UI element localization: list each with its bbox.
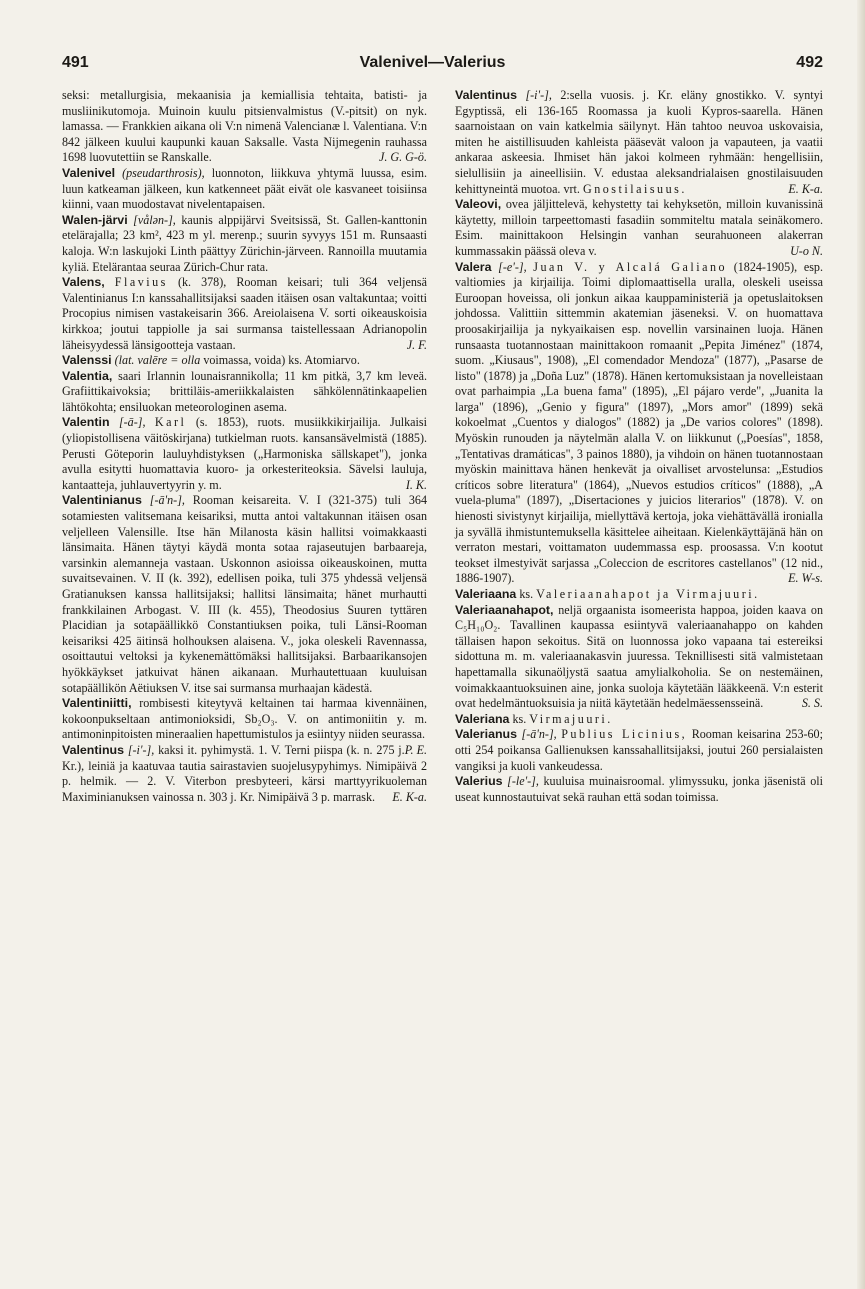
article-entry: [62, 213, 427, 275]
entry-text: (s. 1853), ruots. musiikkikirjailija. Julkaisi (yliopistollisena väitöskirjana) tutkielman ruots. kansansävelmistä (1885). Perusti Göteporin lauluyhdistyksen („Harmoniska sällskapet"), jonka avulla esitytti huomattavia kuoro- ja orkesteriteoksia. Sävelsi lauluja, kantaatteja, juhlauvertyyrin y. m.: [62, 415, 427, 492]
entry-signature: J. F.: [406, 337, 427, 352]
entry-text: ovea jäljittelevä, kehystetty tai kehyksetön, milloin kuvanissinä käytetty, milloin tarpeettomasti fasadiin sommiteltu matala seinäkomero. Esim. mainittakoon Helsingin vanhan seurahuoneen alakerran kummassakin päässä oleva v.: [455, 197, 823, 258]
entry-pronunciation: [-ā'n-],: [149, 493, 185, 508]
entry-headword: Valeriaana: [455, 587, 517, 601]
entry-pronunciation: [-le'-],: [507, 774, 539, 789]
entry-pronunciation: [vålən-],: [133, 212, 176, 227]
entry-name-spaced: Flavius: [114, 275, 168, 290]
article-entry: [62, 353, 427, 369]
entry-headword: Valeovi,: [455, 197, 502, 212]
entry-headword: Valentinus: [62, 742, 124, 757]
entry-pronunciation: (pseudarthrosis),: [122, 165, 205, 180]
article-entry: [62, 493, 427, 696]
entry-headword: Valerianus: [455, 727, 517, 742]
entry-text: 2:sella vuosis. j. Kr. eläny gnostikko. V. syntyi Egyptissä, eli 136-165 Roomassa ja kuoli Kypros-saarella. Hänen saarnoistaan on vain katkelmia säilynyt. Hän tahtoo neuvoa uskovaisia, miten he aistillisuuden kahleista pääsevät valoon ja vapauteen, ja vaatii ankaraa askeesia. Ihmiset hän jakoi kolmeen ryhmään: hengellisiin, sielullisiin ja aineellisiin. V. edustaa aleksandrialaisen gnostilaisuuden kehittyneintä muotoa. vrt.: [455, 88, 824, 196]
entry-headword: Valens,: [62, 275, 105, 290]
entry-name-spaced: Karl: [154, 415, 187, 430]
entry-headword: Valentinus: [455, 88, 517, 102]
page-number-right: 492: [796, 54, 823, 71]
article-entry: [62, 743, 427, 805]
page-header: [0, 50, 865, 78]
entry-signature: P. E.: [404, 742, 427, 757]
entry-pronunciation: [-ā'n-],: [521, 727, 557, 742]
article-entry: [455, 88, 823, 197]
entry-text: neljä orgaanista isomeerista happoa, joiden kaava on C₅H₁₀O₂. Tavallinen kaupassa esiintyvä valeriaanahappo on kahden tällaisen hapon sekoitus. Sitä on luonnossa joko vapaana tai estereiksi sidottuna m. m. valeriaanakasvin juuressa. Teknillisesti sitä valmistetaan hapettamalla sikunaöljystä saatua amylialkoholia. Se on nestemäinen, voimakkaantuoksuinen aine, jonka suoloja käytetään lääkkeenä. V:n esterit ovat hedelmäntuoksuisia ja niitä käytetään hedelmäessensseinä.: [455, 602, 823, 711]
entry-headword: Valeriaanahapot,: [455, 602, 554, 617]
entry-text: (k. 378), Rooman keisari; tuli 364 veljensä Valentinianus I:n kanssahallitsijaksi saaden itäisen osan valtakuntaa; voitti Procopius nimisen vastakeisarin 366. Areiolaisena V. sorti oikeauskoisia kirkkoa; joutui tappiolle ja sai surmansa taistellessaan Adrianopolin läheisyydessä länsigootteja vastaan.: [62, 275, 427, 352]
article-entry: [62, 369, 427, 416]
entry-headword: Valentin: [62, 415, 110, 430]
entry-headword: Valentinianus: [62, 493, 142, 508]
article-entry: [455, 587, 823, 603]
entry-text: rombisesti kiteytyvä keltainen tai harmaa kivennäinen, kokoonpukseltaan antimonioksidi, Sb₂O₃. V. on antimoniitin y. m. antimoninpitoisten mineraalien hapettumistulos ja esiintyy niiden seurassa.: [62, 696, 427, 742]
entry-headword: Valera: [455, 259, 492, 274]
entry-cross-reference: Virmajuuri.: [529, 711, 613, 726]
entry-headword: Valeriana: [455, 711, 510, 726]
entry-cross-reference: Gnostilaisuus.: [582, 181, 687, 196]
article-entry: [62, 415, 427, 493]
entry-text: ks.: [512, 711, 527, 726]
entry-cross-reference: Valeriaanahapot ja Virmajuuri.: [536, 587, 760, 601]
entry-pronunciation: [-e'-],: [498, 259, 527, 274]
article-entry: [62, 166, 427, 213]
entry-headword: Valentia,: [62, 368, 113, 383]
entry-text: Rooman keisareita. V. I (321-375) tuli 364 sotamiesten valitsemana keisariksi, mutta antoi valtakunnan itäisen osan veljelleen Valensille. Itse hän Milanosta käsin hallitsi voimakkaasti länsimaita. Hänen täytyi käydä monta sotaa rajaseutujen barbaareja, varsinkin alemanneja vastaan. Uskonnon asioissa oikeauskoinen, mutta suvaitsevainen. V. II (k. 392), edellisen poika, tuli 375 yhdessä veljensä Gratianuksen kanssa hallitsijaksi; hallitsi länsimaita; hänet murhautti frankkilainen Arbogast. V. III (k. 455), Theodosius Suuren tyttären Placidian ja sotapäällikkö Constantiuksen poika, tuli Länsi-Rooman keisariksi 425 äitinsä holhouksen alaisena. V., joka oleskeli Ravennassa, osoittautui veltoksi ja kykenemättömäksi hallitsijaksi. Barbaarikansojen hyökkäykset jatkuivat hänen aikanaan. Murhautettuaan kuuluisan sotapäällikön Aëtiuksen V. itse sai surmansa murhaajan kädestä.: [62, 493, 427, 695]
entry-headword: Valenivel: [62, 165, 116, 180]
article-entry: [455, 774, 823, 805]
entry-signature: E. W-s.: [788, 571, 823, 586]
entry-signature: S. S.: [801, 696, 823, 711]
entry-text: kaunis alppijärvi Sveitsissä, St. Gallen-kanttonin etelärajalla; 23 km², 423 m yl. merenp.; suurin syvyys 151 m. Runsaasti kaloja. W:n laskujoki Linth päättyy Zürichin-järveen. Rannoilla muutamia kyliä. Etelärantaa seuraa Zürich-Chur rata.: [62, 212, 427, 274]
entry-signature: E. K-a.: [788, 181, 823, 196]
entry-text: saari Irlannin lounaisrannikolla; 11 km pitkä, 3,7 km leveä. Grafiittikaivoksia; brittiläis-ameriikkalaisten sähkölennätinkaapelien lähtökohta; ensiluokan meteorologinen asema.: [62, 368, 427, 414]
entry-text: kaksi it. pyhimystä. 1. V. Terni piispa (k. n. 275 j. Kr.), leiniä ja kaatuvaa tautia sairastavien suojelusypyhimys. Nimipäivä 2 p. helmik. — 2. V. Viterbon presbyteeri, kärsi marttyyrikuoleman Maximinianuksen vainossa n. 303 j. Kr. Nimipäivä 3 p. marrask.: [62, 742, 427, 804]
entry-headword: Valerius: [455, 774, 503, 789]
entry-headword: Valenssi: [62, 353, 112, 368]
entry-name-spaced: Juan V. y Alcalá Galiano: [533, 259, 728, 274]
page-number-left: 491: [62, 54, 89, 71]
entry-text: kuuluisa muinaisroomal. ylimyssuku, jonka jäsenistä oli useat kunnostautuivat sekä rauhan että sodan toimissa.: [455, 774, 823, 804]
entry-headword: Walen-järvi: [62, 212, 128, 227]
entry-signature: J. G. G-ö.: [378, 150, 427, 165]
article-entry: [62, 275, 427, 353]
article-entry: [62, 88, 427, 166]
article-entry: [455, 712, 823, 728]
article-entry: [455, 727, 823, 774]
page-edge-shadow: [857, 0, 865, 1289]
article-entry: [455, 197, 823, 259]
left-column: [62, 88, 427, 805]
entry-signature: I. K.: [405, 477, 427, 492]
entry-headword: Valentiniitti,: [62, 696, 132, 711]
entry-text: ks.: [519, 587, 534, 601]
running-title: Valenivel—Valerius: [359, 54, 506, 71]
entry-signature: U-o N.: [790, 243, 823, 258]
entry-name-spaced: Publius Licinius,: [561, 727, 688, 742]
article-entry: [455, 603, 823, 712]
entry-pronunciation: [-ā-],: [118, 415, 146, 430]
article-entry: [455, 260, 823, 587]
entry-text: luonnoton, liikkuva yhtymä luussa, esim. luun katkeaman jälkeen, kun katkenneet päät eivät ole kasvaneet toisiinsa kiinni, vaan muodostavat nivelentapaisen.: [62, 165, 428, 212]
entry-signature: E. K-a.: [392, 789, 427, 804]
entry-text: Rooman keisarina 253-60; otti 254 poikansa Gallienuksen kanssahallitsijaksi, joutui 260 persialaisten vangiksi ja kuoli vankeudessa.: [455, 727, 823, 773]
entry-pronunciation: (lat. valēre = olla: [114, 353, 201, 368]
entry-text: (1824-1905), esp. valtiomies ja kirjailija. Toimi diplomaattisella uralla, oleskeli useissa Euroopan hoveissa, oli jonkun aikaa kauppaministeriä ja opetuslaitoksen johdossa. Valittiin sittemmin akatemian jäseneksi. V. on huomattava proosakirjailija ja nykyaikaisen esp. novellin varsinainen luoja. Hänen runsaasta tuotannostaan mainittakoon romaanit „Pepita Jiménez" (1874, suom. „Kiusaus", 1908), „El comendador Mendoza" (1877), „Pasarse de listo" (1878) ja „Doña Luz" (1878). Hänen kertomuksistaan ja novelleistaan ovat parhaimpia „La buena fama" (1895), „El pájaro verde", „Juanita la larga" (1896), „Genio y figura" (1897), „Mors amor" (1899) sekä kokoelmat „Cuentos y dialogos" (1882) ja „De varios colores" (1898). Myöskin runouden ja näytelmän alalla V. on liikkunut („Poesías", 1858, „Tentativas dramáticas", 3 painos 1880), ja vihdoin on hänen tuotannostaan myöskin mainittava hänen henkevät ja oivalliset arvostelunsa: „Estudios críticos sobre literatura" (1864), „Nuevos estudios críticos" (1888), „A vuela-pluma" (1897), „Disertaciones y juicios literarios" (1878). V. on hienosti sivistynyt kirjailija, miellyttävä kertoja, joka viehättävällä ironialla ja syvällä ihmistuntemuksella käsittelee aiheitaan. Kielenkäyttäjänä hän on verraton mestari, voittamaton uudemmassa esp. proosassa. V:n kootut teokset ilmestyivät sarjassa „Coleccion de escritores castellanos" (12 nid., 1886-1907).: [455, 259, 823, 586]
entry-pronunciation: [-i'-],: [127, 742, 155, 757]
entry-pronunciation: [-i'-],: [525, 88, 552, 102]
entry-text: seksi: metallurgisia, mekaanisia ja kemiallisia tehtaita, batisti- ja musliinikutomoja. Muinoin kuulu pitsienvalmistus (V.-pitsit) on nyk. lamassa. — Frankkien aikana oli V:n nimenä Valencianæ l. Valentiana. V:n 842 jälkeen kuului kaupunki kauan Saksalle. Vasta Nijmegenin rauhassa 1698 luovutettiin se Ranskalle.: [62, 88, 427, 165]
right-column: [455, 88, 823, 805]
entry-text: voimassa, voida) ks. Atomiarvo.: [203, 353, 360, 368]
